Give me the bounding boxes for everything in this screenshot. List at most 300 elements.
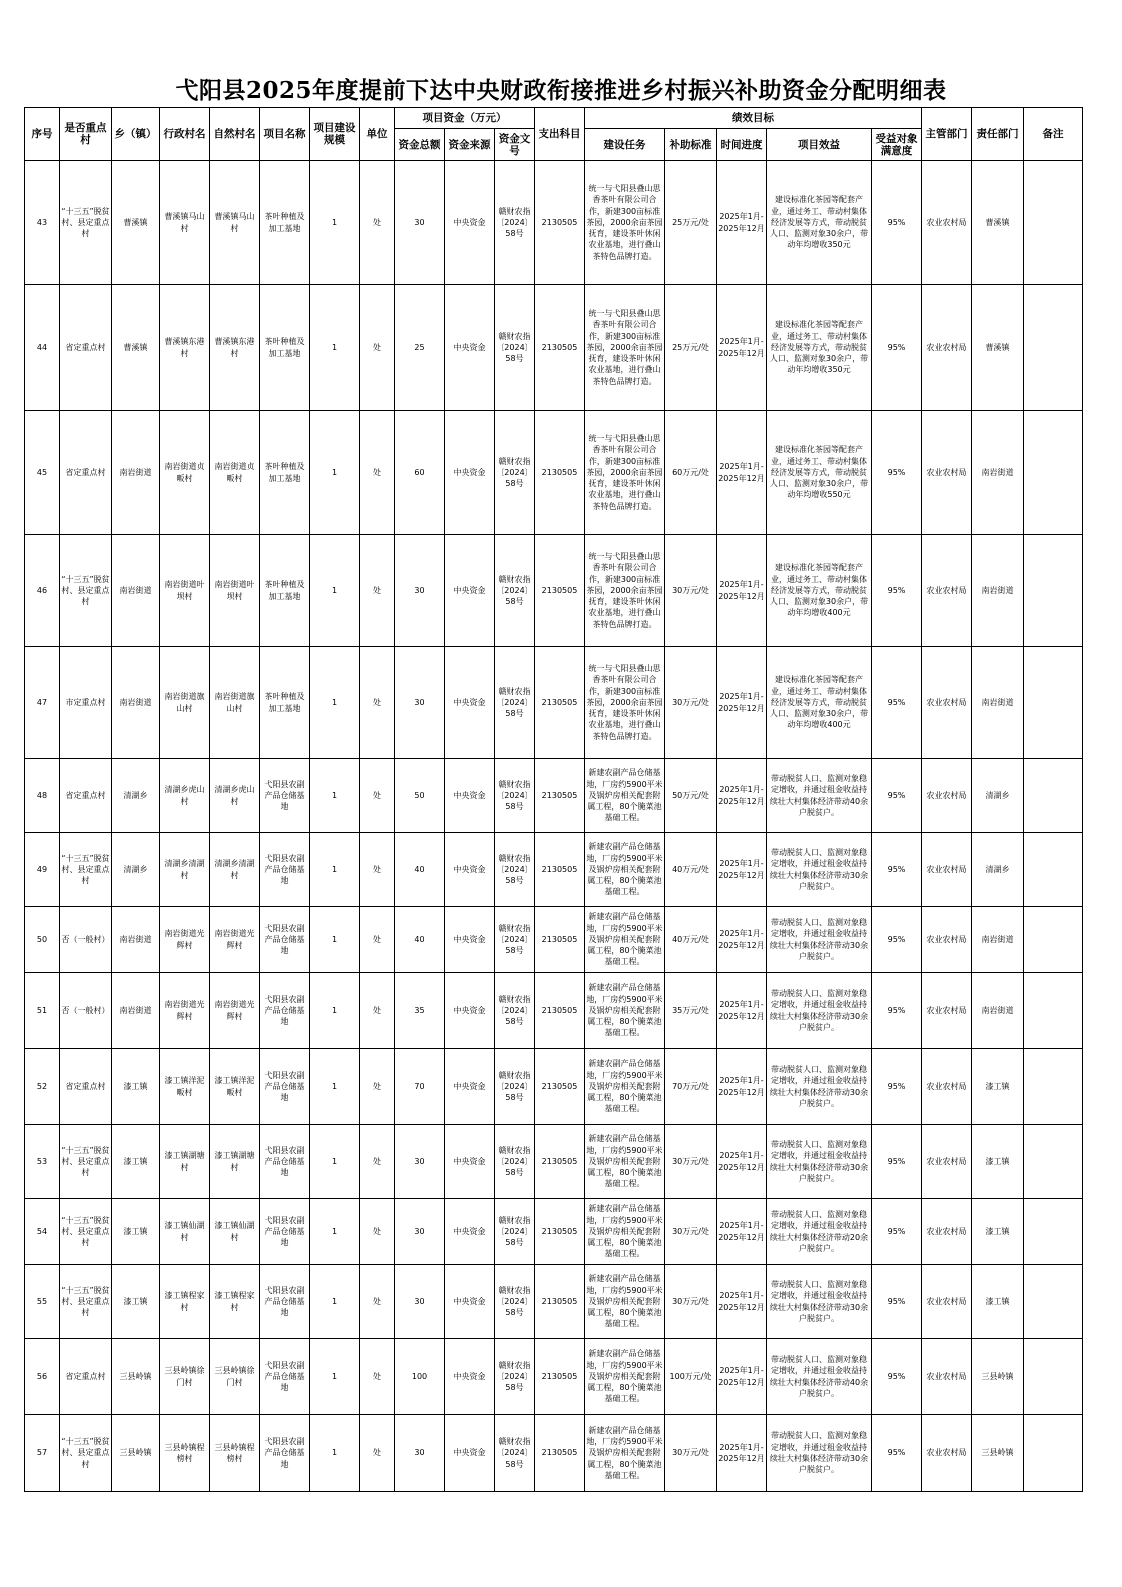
cell-funds-total: 50: [395, 759, 445, 833]
cell-subject: 2130505: [535, 1415, 585, 1492]
cell-key-village: “十三五”脱贫村、县定重点村: [60, 161, 112, 285]
cell-note: [1024, 1415, 1083, 1492]
cell-admin-village: 曹溪镇东港村: [160, 285, 210, 411]
cell-seq: 44: [25, 285, 60, 411]
cell-unit: 处: [360, 535, 395, 647]
cell-township: 曹溪镇: [112, 161, 160, 285]
header-benefit: 项目效益: [767, 129, 872, 161]
cell-funds-source: 中央资金: [445, 647, 495, 759]
cell-subsidy: 30万元/处: [665, 1265, 717, 1339]
cell-funds-source: 中央资金: [445, 1339, 495, 1415]
table-row: [25, 1125, 1083, 1199]
cell-project-name: 弋阳县农副产品仓储基地: [260, 1125, 310, 1199]
cell-resp: 南岩街道: [972, 411, 1024, 535]
cell-dept: 农业农村局: [922, 1049, 972, 1125]
cell-subject: 2130505: [535, 411, 585, 535]
cell-project-name: 弋阳县农副产品仓储基地: [260, 1199, 310, 1265]
cell-note: [1024, 535, 1083, 647]
cell-seq: 56: [25, 1339, 60, 1415]
cell-note: [1024, 1199, 1083, 1265]
cell-benefit: 带动脱贫人口、监测对象稳定增收，并通过租金收益持续壮大村集体经济带动30余户脱贫户。: [767, 1415, 872, 1492]
cell-admin-village: 南岩街道贞畈村: [160, 411, 210, 535]
cell-resp: 清湖乡: [972, 759, 1024, 833]
cell-scale: 1: [310, 833, 360, 907]
cell-key-village: 省定重点村: [60, 1339, 112, 1415]
table-row: [25, 647, 1083, 759]
cell-unit: 处: [360, 285, 395, 411]
cell-satisfaction: 95%: [872, 907, 922, 973]
cell-unit: 处: [360, 1339, 395, 1415]
cell-benefit: 带动脱贫人口、监测对象稳定增收，并通过租金收益持续壮大村集体经济带动30余户脱贫户。: [767, 907, 872, 973]
cell-natural-village: 南岩街道叶坝村: [210, 535, 260, 647]
cell-dept: 农业农村局: [922, 1415, 972, 1492]
cell-funds-doc: 赣财农指〔2024〕58号: [495, 973, 535, 1049]
cell-schedule: 2025年1月-2025年12月: [717, 1049, 767, 1125]
cell-schedule: 2025年1月-2025年12月: [717, 907, 767, 973]
cell-key-village: “十三五”脱贫村、县定重点村: [60, 833, 112, 907]
cell-subject: 2130505: [535, 1125, 585, 1199]
cell-task: 统一与弋阳县叠山思香茶叶有限公司合作，新建300亩标准茶园，2000余亩茶园抚育，建设茶叶休闲农业基地，进行叠山茶特色品牌打造。: [585, 161, 665, 285]
header-scale: 项目建设规模: [310, 108, 360, 161]
cell-key-village: “十三五”脱贫村、县定重点村: [60, 1125, 112, 1199]
cell-funds-doc: 赣财农指〔2024〕58号: [495, 907, 535, 973]
cell-subsidy: 25万元/处: [665, 285, 717, 411]
table-row: [25, 1339, 1083, 1415]
cell-resp: 南岩街道: [972, 907, 1024, 973]
cell-resp: 三县岭镇: [972, 1415, 1024, 1492]
cell-benefit: 建设标准化茶园等配套产业，通过务工、带动村集体经济发展等方式，带动脱贫人口、监测对象30余户，带动年均增收400元: [767, 535, 872, 647]
cell-task: 新建农副产品仓储基地，厂房约5900平米及锅炉房相关配套附属工程，80个腌菜池基础工程。: [585, 833, 665, 907]
cell-admin-village: 三县岭镇程榜村: [160, 1415, 210, 1492]
cell-key-village: 市定重点村: [60, 647, 112, 759]
cell-schedule: 2025年1月-2025年12月: [717, 535, 767, 647]
cell-natural-village: 三县岭镇程榜村: [210, 1415, 260, 1492]
cell-admin-village: 南岩街道叶坝村: [160, 535, 210, 647]
cell-funds-total: 40: [395, 907, 445, 973]
cell-schedule: 2025年1月-2025年12月: [717, 411, 767, 535]
cell-note: [1024, 647, 1083, 759]
header-task: 建设任务: [585, 129, 665, 161]
cell-admin-village: 南岩街道光辉村: [160, 973, 210, 1049]
header-subject: 支出科目: [535, 108, 585, 161]
cell-admin-village: 南岩街道旗山村: [160, 647, 210, 759]
cell-resp: 曹溪镇: [972, 285, 1024, 411]
cell-schedule: 2025年1月-2025年12月: [717, 1415, 767, 1492]
cell-admin-village: 漆工镇程家村: [160, 1265, 210, 1339]
cell-schedule: 2025年1月-2025年12月: [717, 1339, 767, 1415]
cell-project-name: 弋阳县农副产品仓储基地: [260, 1265, 310, 1339]
cell-satisfaction: 95%: [872, 161, 922, 285]
cell-satisfaction: 95%: [872, 1049, 922, 1125]
cell-funds-source: 中央资金: [445, 285, 495, 411]
document-title: 弋阳县2025年度提前下达中央财政衔接推进乡村振兴补助资金分配明细表: [175, 77, 947, 104]
header-admin-village: 行政村名: [160, 108, 210, 161]
table-row: [25, 1265, 1083, 1339]
cell-unit: 处: [360, 1125, 395, 1199]
cell-key-village: 否（一般村）: [60, 907, 112, 973]
table-row: [25, 833, 1083, 907]
table-row: [25, 1049, 1083, 1125]
cell-subsidy: 100万元/处: [665, 1339, 717, 1415]
cell-seq: 54: [25, 1199, 60, 1265]
cell-subsidy: 30万元/处: [665, 1415, 717, 1492]
cell-natural-village: 曹溪镇马山村: [210, 161, 260, 285]
cell-scale: 1: [310, 1339, 360, 1415]
cell-subject: 2130505: [535, 833, 585, 907]
cell-funds-source: 中央资金: [445, 1199, 495, 1265]
cell-township: 漆工镇: [112, 1049, 160, 1125]
cell-seq: 46: [25, 535, 60, 647]
table-row: [25, 535, 1083, 647]
table-body: [25, 161, 1083, 1492]
cell-natural-village: 漆工镇程家村: [210, 1265, 260, 1339]
cell-funds-doc: 赣财农指〔2024〕58号: [495, 833, 535, 907]
header-satisfaction: 受益对象满意度: [872, 129, 922, 161]
cell-project-name: 弋阳县农副产品仓储基地: [260, 973, 310, 1049]
cell-subsidy: 60万元/处: [665, 411, 717, 535]
header-subsidy: 补助标准: [665, 129, 717, 161]
cell-task: 统一与弋阳县叠山思香茶叶有限公司合作，新建300亩标准茶园，2000余亩茶园抚育，建设茶叶休闲农业基地，进行叠山茶特色品牌打造。: [585, 285, 665, 411]
cell-satisfaction: 95%: [872, 535, 922, 647]
cell-subject: 2130505: [535, 1265, 585, 1339]
cell-task: 新建农副产品仓储基地，厂房约5900平米及锅炉房相关配套附属工程，80个腌菜池基础工程。: [585, 907, 665, 973]
cell-dept: 农业农村局: [922, 833, 972, 907]
cell-task: 新建农副产品仓储基地，厂房约5900平米及锅炉房相关配套附属工程，80个腌菜池基础工程。: [585, 1339, 665, 1415]
cell-schedule: 2025年1月-2025年12月: [717, 285, 767, 411]
table-row: [25, 1199, 1083, 1265]
cell-note: [1024, 833, 1083, 907]
cell-subject: 2130505: [535, 973, 585, 1049]
cell-task: 统一与弋阳县叠山思香茶叶有限公司合作，新建300亩标准茶园，2000余亩茶园抚育，建设茶叶休闲农业基地，进行叠山茶特色品牌打造。: [585, 647, 665, 759]
cell-natural-village: 曹溪镇东港村: [210, 285, 260, 411]
cell-task: 新建农副产品仓储基地，厂房约5900平米及锅炉房相关配套附属工程，80个腌菜池基础工程。: [585, 1125, 665, 1199]
cell-schedule: 2025年1月-2025年12月: [717, 759, 767, 833]
table-row: [25, 973, 1083, 1049]
cell-note: [1024, 1339, 1083, 1415]
cell-dept: 农业农村局: [922, 759, 972, 833]
cell-project-name: 茶叶种植及加工基地: [260, 647, 310, 759]
cell-benefit: 建设标准化茶园等配套产业，通过务工、带动村集体经济发展等方式，带动脱贫人口、监测对象30余户，带动年均增收550元: [767, 411, 872, 535]
header-funds-source: 资金来源: [445, 129, 495, 161]
cell-satisfaction: 95%: [872, 1199, 922, 1265]
cell-task: 新建农副产品仓储基地，厂房约5900平米及锅炉房相关配套附属工程，80个腌菜池基础工程。: [585, 759, 665, 833]
header-natural-village: 自然村名: [210, 108, 260, 161]
cell-township: 三县岭镇: [112, 1415, 160, 1492]
cell-scale: 1: [310, 535, 360, 647]
cell-township: 漆工镇: [112, 1125, 160, 1199]
cell-admin-village: 清湖乡虎山村: [160, 759, 210, 833]
cell-funds-doc: 赣财农指〔2024〕58号: [495, 1265, 535, 1339]
cell-resp: 漆工镇: [972, 1125, 1024, 1199]
cell-note: [1024, 1049, 1083, 1125]
cell-funds-total: 40: [395, 833, 445, 907]
cell-note: [1024, 907, 1083, 973]
cell-dept: 农业农村局: [922, 1339, 972, 1415]
cell-funds-doc: 赣财农指〔2024〕58号: [495, 161, 535, 285]
cell-scale: 1: [310, 759, 360, 833]
cell-subsidy: 30万元/处: [665, 1199, 717, 1265]
cell-funds-total: 30: [395, 1265, 445, 1339]
cell-funds-doc: 赣财农指〔2024〕58号: [495, 1199, 535, 1265]
cell-task: 统一与弋阳县叠山思香茶叶有限公司合作，新建300亩标准茶园，2000余亩茶园抚育，建设茶叶休闲农业基地，进行叠山茶特色品牌打造。: [585, 411, 665, 535]
cell-township: 清湖乡: [112, 759, 160, 833]
cell-project-name: 弋阳县农副产品仓储基地: [260, 907, 310, 973]
cell-benefit: 建设标准化茶园等配套产业，通过务工、带动村集体经济发展等方式，带动脱贫人口、监测对象30余户，带动年均增收400元: [767, 647, 872, 759]
table-row: [25, 411, 1083, 535]
cell-seq: 50: [25, 907, 60, 973]
cell-subject: 2130505: [535, 1339, 585, 1415]
cell-satisfaction: 95%: [872, 411, 922, 535]
cell-note: [1024, 285, 1083, 411]
cell-subsidy: 70万元/处: [665, 1049, 717, 1125]
cell-benefit: 建设标准化茶园等配套产业，通过务工、带动村集体经济发展等方式，带动脱贫人口、监测对象30余户，带动年均增收350元: [767, 285, 872, 411]
header-dept: 主管部门: [922, 108, 972, 161]
cell-project-name: 弋阳县农副产品仓储基地: [260, 1339, 310, 1415]
cell-satisfaction: 95%: [872, 759, 922, 833]
cell-funds-source: 中央资金: [445, 833, 495, 907]
cell-funds-source: 中央资金: [445, 759, 495, 833]
cell-funds-source: 中央资金: [445, 1265, 495, 1339]
table-row: [25, 1415, 1083, 1492]
cell-scale: 1: [310, 411, 360, 535]
cell-subsidy: 25万元/处: [665, 161, 717, 285]
cell-funds-source: 中央资金: [445, 161, 495, 285]
cell-funds-total: 30: [395, 161, 445, 285]
cell-key-village: 省定重点村: [60, 285, 112, 411]
cell-key-village: 否（一般村）: [60, 973, 112, 1049]
cell-scale: 1: [310, 1125, 360, 1199]
header-funds-doc: 资金文号: [495, 129, 535, 161]
cell-unit: 处: [360, 1265, 395, 1339]
cell-key-village: “十三五”脱贫村、县定重点村: [60, 535, 112, 647]
cell-subsidy: 30万元/处: [665, 535, 717, 647]
cell-township: 漆工镇: [112, 1199, 160, 1265]
cell-subject: 2130505: [535, 1199, 585, 1265]
cell-unit: 处: [360, 1415, 395, 1492]
cell-subject: 2130505: [535, 161, 585, 285]
cell-unit: 处: [360, 161, 395, 285]
cell-unit: 处: [360, 759, 395, 833]
header-schedule: 时间进度: [717, 129, 767, 161]
cell-benefit: 带动脱贫人口、监测对象稳定增收，并通过租金收益持续壮大村集体经济带动30余户脱贫户。: [767, 1265, 872, 1339]
cell-benefit: 带动脱贫人口、监测对象稳定增收，并通过租金收益持续壮大村集体经济带动40余户脱贫户。: [767, 759, 872, 833]
cell-project-name: 弋阳县农副产品仓储基地: [260, 759, 310, 833]
cell-township: 南岩街道: [112, 907, 160, 973]
cell-key-village: 省定重点村: [60, 1049, 112, 1125]
cell-task: 统一与弋阳县叠山思香茶叶有限公司合作，新建300亩标准茶园，2000余亩茶园抚育，建设茶叶休闲农业基地，进行叠山茶特色品牌打造。: [585, 535, 665, 647]
cell-dept: 农业农村局: [922, 411, 972, 535]
cell-task: 新建农副产品仓储基地，厂房约5900平米及锅炉房相关配套附属工程，80个腌菜池基础工程。: [585, 1415, 665, 1492]
cell-subject: 2130505: [535, 1049, 585, 1125]
cell-benefit: 带动脱贫人口、监测对象稳定增收，并通过租金收益持续壮大村集体经济带动40余户脱贫户。: [767, 1339, 872, 1415]
cell-project-name: 弋阳县农副产品仓储基地: [260, 1049, 310, 1125]
cell-seq: 45: [25, 411, 60, 535]
cell-resp: 南岩街道: [972, 647, 1024, 759]
cell-natural-village: 三县岭镇徐门村: [210, 1339, 260, 1415]
cell-unit: 处: [360, 833, 395, 907]
cell-schedule: 2025年1月-2025年12月: [717, 1125, 767, 1199]
cell-benefit: 建设标准化茶园等配套产业，通过务工、带动村集体经济发展等方式，带动脱贫人口、监测对象30余户，带动年均增收350元: [767, 161, 872, 285]
table-row: [25, 907, 1083, 973]
cell-natural-village: 南岩街道光辉村: [210, 907, 260, 973]
cell-task: 新建农副产品仓储基地，厂房约5900平米及锅炉房相关配套附属工程，80个腌菜池基础工程。: [585, 973, 665, 1049]
cell-natural-village: 漆工镇湖塘村: [210, 1125, 260, 1199]
cell-seq: 55: [25, 1265, 60, 1339]
cell-natural-village: 南岩街道光辉村: [210, 973, 260, 1049]
cell-resp: 南岩街道: [972, 535, 1024, 647]
cell-benefit: 带动脱贫人口、监测对象稳定增收，并通过租金收益持续壮大村集体经济带动30余户脱贫户。: [767, 833, 872, 907]
cell-subject: 2130505: [535, 285, 585, 411]
cell-funds-total: 25: [395, 285, 445, 411]
cell-project-name: 茶叶种植及加工基地: [260, 535, 310, 647]
cell-scale: 1: [310, 1049, 360, 1125]
cell-seq: 57: [25, 1415, 60, 1492]
cell-subsidy: 30万元/处: [665, 1125, 717, 1199]
cell-satisfaction: 95%: [872, 647, 922, 759]
cell-project-name: 茶叶种植及加工基地: [260, 285, 310, 411]
cell-funds-doc: 赣财农指〔2024〕58号: [495, 411, 535, 535]
cell-subject: 2130505: [535, 907, 585, 973]
cell-satisfaction: 95%: [872, 1125, 922, 1199]
cell-resp: 漆工镇: [972, 1199, 1024, 1265]
cell-key-village: “十三五”脱贫村、县定重点村: [60, 1265, 112, 1339]
cell-unit: 处: [360, 1199, 395, 1265]
cell-dept: 农业农村局: [922, 535, 972, 647]
cell-township: 南岩街道: [112, 535, 160, 647]
cell-funds-total: 70: [395, 1049, 445, 1125]
cell-unit: 处: [360, 973, 395, 1049]
header-performance-group: 绩效目标: [585, 108, 922, 129]
header-seq: 序号: [25, 108, 60, 161]
cell-funds-total: 30: [395, 535, 445, 647]
cell-resp: 漆工镇: [972, 1265, 1024, 1339]
cell-note: [1024, 411, 1083, 535]
cell-benefit: 带动脱贫人口、监测对象稳定增收，并通过租金收益持续壮大村集体经济带动30余户脱贫户。: [767, 1049, 872, 1125]
cell-natural-village: 清湖乡虎山村: [210, 759, 260, 833]
table-row: [25, 161, 1083, 285]
cell-scale: 1: [310, 907, 360, 973]
table-row: [25, 285, 1083, 411]
cell-unit: 处: [360, 411, 395, 535]
cell-admin-village: 漆工镇湖塘村: [160, 1125, 210, 1199]
cell-funds-source: 中央资金: [445, 973, 495, 1049]
cell-resp: 曹溪镇: [972, 161, 1024, 285]
cell-subject: 2130505: [535, 647, 585, 759]
cell-seq: 52: [25, 1049, 60, 1125]
cell-benefit: 带动脱贫人口、监测对象稳定增收，并通过租金收益持续壮大村集体经济带动30余户脱贫户。: [767, 1125, 872, 1199]
cell-natural-village: 漆工镇仙湖村: [210, 1199, 260, 1265]
cell-township: 三县岭镇: [112, 1339, 160, 1415]
cell-note: [1024, 161, 1083, 285]
header-resp: 责任部门: [972, 108, 1024, 161]
cell-subsidy: 35万元/处: [665, 973, 717, 1049]
cell-task: 新建农副产品仓储基地，厂房约5900平米及锅炉房相关配套附属工程，80个腌菜池基础工程。: [585, 1265, 665, 1339]
header-township: 乡（镇）: [112, 108, 160, 161]
cell-subject: 2130505: [535, 759, 585, 833]
cell-resp: 清湖乡: [972, 833, 1024, 907]
cell-funds-source: 中央资金: [445, 411, 495, 535]
cell-subsidy: 40万元/处: [665, 907, 717, 973]
cell-admin-village: 清湖乡清湖村: [160, 833, 210, 907]
cell-satisfaction: 95%: [872, 1339, 922, 1415]
cell-dept: 农业农村局: [922, 161, 972, 285]
cell-resp: 漆工镇: [972, 1049, 1024, 1125]
cell-township: 漆工镇: [112, 1265, 160, 1339]
cell-note: [1024, 1125, 1083, 1199]
cell-funds-doc: 赣财农指〔2024〕58号: [495, 285, 535, 411]
cell-seq: 48: [25, 759, 60, 833]
cell-satisfaction: 95%: [872, 1265, 922, 1339]
cell-seq: 49: [25, 833, 60, 907]
cell-schedule: 2025年1月-2025年12月: [717, 1265, 767, 1339]
cell-natural-village: 漆工镇洋泥畈村: [210, 1049, 260, 1125]
cell-natural-village: 南岩街道旗山村: [210, 647, 260, 759]
cell-natural-village: 清湖乡清湖村: [210, 833, 260, 907]
cell-unit: 处: [360, 907, 395, 973]
cell-funds-total: 30: [395, 647, 445, 759]
cell-funds-doc: 赣财农指〔2024〕58号: [495, 1339, 535, 1415]
cell-dept: 农业农村局: [922, 285, 972, 411]
cell-seq: 43: [25, 161, 60, 285]
cell-benefit: 带动脱贫人口、监测对象稳定增收，并通过租金收益持续壮大村集体经济带动20余户脱贫户。: [767, 1199, 872, 1265]
cell-note: [1024, 973, 1083, 1049]
cell-funds-total: 30: [395, 1199, 445, 1265]
cell-funds-source: 中央资金: [445, 1049, 495, 1125]
cell-admin-village: 南岩街道光辉村: [160, 907, 210, 973]
cell-township: 南岩街道: [112, 973, 160, 1049]
cell-funds-source: 中央资金: [445, 535, 495, 647]
cell-satisfaction: 95%: [872, 973, 922, 1049]
header-funds-total: 资金总额: [395, 129, 445, 161]
cell-township: 南岩街道: [112, 647, 160, 759]
cell-seq: 47: [25, 647, 60, 759]
cell-natural-village: 南岩街道贞畈村: [210, 411, 260, 535]
cell-project-name: 弋阳县农副产品仓储基地: [260, 1415, 310, 1492]
cell-funds-source: 中央资金: [445, 907, 495, 973]
cell-project-name: 弋阳县农副产品仓储基地: [260, 833, 310, 907]
cell-key-village: 省定重点村: [60, 759, 112, 833]
cell-seq: 51: [25, 973, 60, 1049]
cell-schedule: 2025年1月-2025年12月: [717, 161, 767, 285]
cell-dept: 农业农村局: [922, 1265, 972, 1339]
cell-scale: 1: [310, 1415, 360, 1492]
cell-township: 南岩街道: [112, 411, 160, 535]
cell-funds-total: 30: [395, 1415, 445, 1492]
cell-scale: 1: [310, 647, 360, 759]
cell-schedule: 2025年1月-2025年12月: [717, 1199, 767, 1265]
cell-note: [1024, 759, 1083, 833]
header-unit: 单位: [360, 108, 395, 161]
cell-scale: 1: [310, 161, 360, 285]
cell-task: 新建农副产品仓储基地，厂房约5900平米及锅炉房相关配套附属工程，80个腌菜池基础工程。: [585, 1199, 665, 1265]
cell-scale: 1: [310, 973, 360, 1049]
cell-funds-doc: 赣财农指〔2024〕58号: [495, 759, 535, 833]
cell-dept: 农业农村局: [922, 1125, 972, 1199]
cell-unit: 处: [360, 1049, 395, 1125]
cell-funds-total: 60: [395, 411, 445, 535]
cell-funds-total: 35: [395, 973, 445, 1049]
cell-seq: 53: [25, 1125, 60, 1199]
cell-key-village: 省定重点村: [60, 411, 112, 535]
cell-unit: 处: [360, 647, 395, 759]
cell-dept: 农业农村局: [922, 907, 972, 973]
cell-funds-total: 30: [395, 1125, 445, 1199]
header-funds-group: 项目资金（万元）: [395, 108, 535, 129]
cell-satisfaction: 95%: [872, 1415, 922, 1492]
cell-satisfaction: 95%: [872, 285, 922, 411]
cell-admin-village: 漆工镇洋泥畈村: [160, 1049, 210, 1125]
cell-schedule: 2025年1月-2025年12月: [717, 833, 767, 907]
